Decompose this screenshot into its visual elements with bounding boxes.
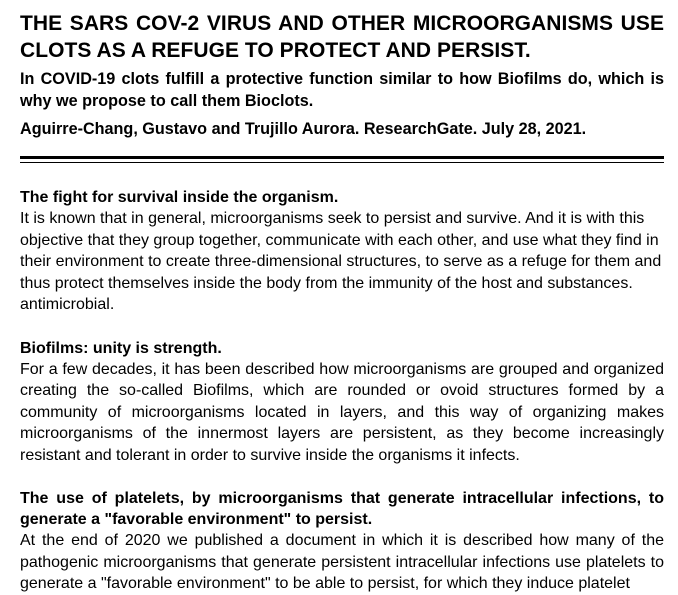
section-biofilms (20, 338, 664, 467)
section-survival (20, 187, 664, 316)
document-title: THE SARS COV-2 VIRUS AND OTHER MICROORGANISMS USE CLOTS AS A REFUGE TO PROTECT AND PERSIST. (20, 12, 664, 62)
header-divider-thick (20, 156, 664, 159)
document-authors: Aguirre-Chang, Gustavo and Trujillo Aurora. ResearchGate. July 28, 2021. (20, 120, 587, 138)
section-platelets (20, 488, 664, 595)
section-heading: The use of platelets, by microorganisms that generate intracellular infections, to generate a "favorable environment" to persist. (20, 490, 664, 528)
section-body: At the end of 2020 we published a document in which it is described how many of the pathogenic microorganisms that generate persistent intracellular infections use platelets to generate a "favorable environment" to be able to persist, for which they induce platelet (20, 532, 664, 592)
section-heading: Biofilms: unity is strength. (20, 339, 222, 357)
section-heading: The fight for survival inside the organism. (20, 189, 339, 206)
section-body: It is known that in general, microorganisms seek to persist and survive. And it is with this objective that they group together, communicate with each other, and use what they find in their environment to create three-dimensional structures, to serve as a refuge for them and thus protect themselves inside the body from the immunity of the host and substances. antimicrobial. (20, 210, 662, 313)
header-divider-thin (20, 162, 664, 163)
document-subtitle: In COVID-19 clots fulfill a protective function similar to how Biofilms do, which is why we propose to call them Bioclots. (20, 70, 664, 110)
section-body: For a few decades, it has been described how microorganisms are grouped and organized creating the so-called Biofilms, which are rounded or ovoid structures formed by a community of microorganisms located in layers, and this way of organizing makes microorganisms of the innermost layers are persistent, as they become increasingly resistant and tolerant in order to survive inside the organisms it infects. (20, 360, 664, 464)
document-page (20, 10, 664, 595)
